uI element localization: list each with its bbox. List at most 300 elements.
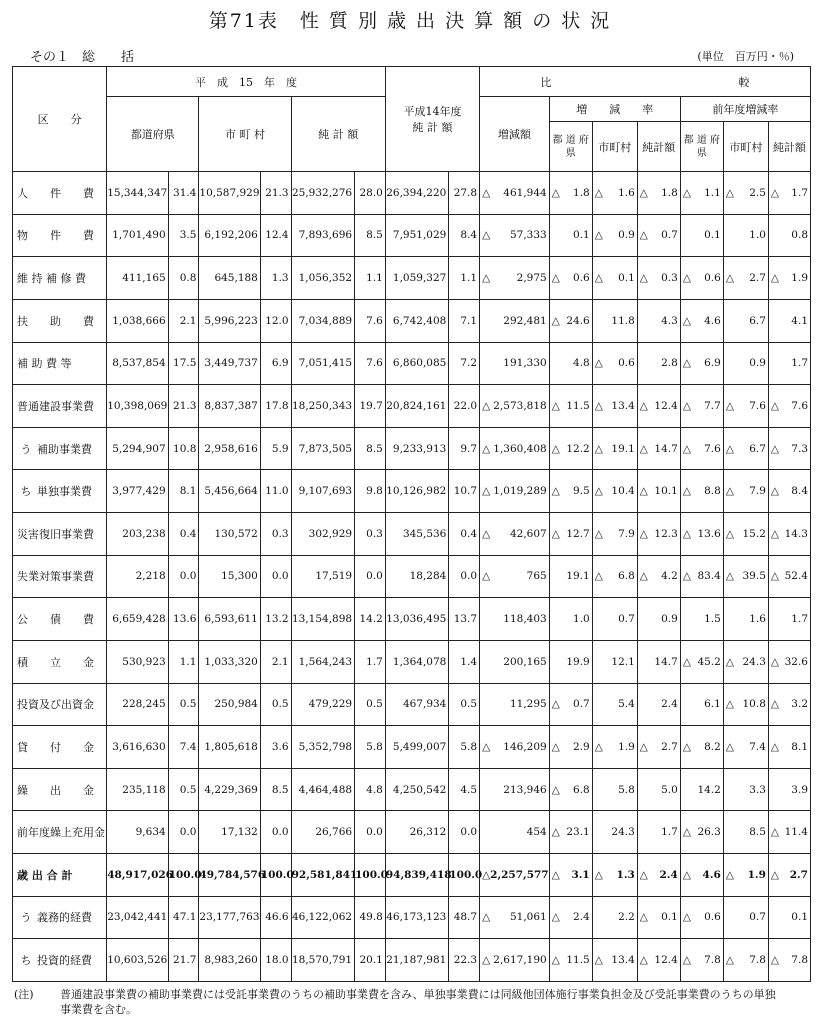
table-row [13,513,811,556]
cell-diff: △ 42,607 [480,513,550,556]
cell-pp: 14.2 [680,768,723,811]
cell-pp: △ 1.1 [680,172,723,215]
header-municipal: 市 町 村 [199,97,291,172]
cell-n15r: 49.8 [355,896,386,939]
minus-mark: △ [682,740,691,753]
cell-n15: 4,464,488 [291,768,355,811]
minus-mark: △ [551,954,560,967]
cell-n15: 7,893,696 [291,214,355,257]
cell-diff: △ 57,333 [480,214,550,257]
minus-mark: △ [682,570,691,583]
minus-mark: △ [770,399,779,412]
cell-n14: 1,059,327 [385,257,449,300]
cell-rp: △ 3.1 [549,854,592,897]
cell-n14: 46,173,123 [385,896,449,939]
cell-pm: △ 39.5 [723,555,768,598]
cell-n15r: 0.3 [355,513,386,556]
cell-m15: 1,805,618 [199,726,260,769]
cell-n15: 25,932,276 [291,172,355,215]
table-row [13,854,811,897]
minus-mark: △ [551,399,560,412]
cell-n15r: 7.6 [355,342,386,385]
cell-pm: 1.0 [723,214,768,257]
minus-mark: △ [682,485,691,498]
cell-n15r: 1.7 [355,640,386,683]
header-prev-rate: 前年度増減率 [680,97,810,122]
cell-pm: 0.7 [723,896,768,939]
cell-rm: △ 6.8 [592,555,637,598]
header-prev-todo: 都 道 府 県 [680,122,723,172]
cell-diff: △ 1,019,289 [480,470,550,513]
minus-mark: △ [639,399,648,412]
minus-mark: △ [682,399,691,412]
minus-mark: △ [725,698,734,711]
cell-pm: △ 7.8 [723,939,768,982]
cell-pm: 8.5 [723,811,768,854]
row-label: 普通建設事業費 [13,385,107,428]
minus-mark: △ [594,186,603,199]
header-change-amount: 増減額 [480,97,550,172]
cell-m15r: 46.6 [260,896,291,939]
cell-pn: △ 3.2 [768,683,810,726]
cell-rp: 0.1 [549,214,592,257]
cell-rm: 5.4 [592,683,637,726]
cell-m15r: 0.0 [260,555,291,598]
cell-m15r: 8.5 [260,768,291,811]
row-label: 災害復旧事業費 [13,513,107,556]
cell-p15r: 0.5 [168,768,199,811]
cell-m15r: 13.2 [260,598,291,641]
minus-mark: △ [682,272,691,285]
cell-pn: 1.7 [768,342,810,385]
cell-pn: △ 7.8 [768,939,810,982]
table-row [13,214,811,257]
minus-mark: △ [551,442,560,455]
cell-pm: △ 7.4 [723,726,768,769]
cell-m15r: 18.0 [260,939,291,982]
minus-mark: △ [594,357,603,370]
cell-pp: △ 0.6 [680,896,723,939]
cell-n15: 9,107,693 [291,470,355,513]
cell-diff: 292,481 [480,299,550,342]
cell-rm: 11.8 [592,299,637,342]
cell-n15r: 20.1 [355,939,386,982]
cell-rm: 24.3 [592,811,637,854]
cell-pn: △ 1.9 [768,257,810,300]
cell-m15: 5,456,664 [199,470,260,513]
header-h15: 平 成 15 年 度 [107,67,386,97]
cell-pn: △ 52.4 [768,555,810,598]
cell-rm: 0.7 [592,598,637,641]
minus-mark: △ [594,954,603,967]
cell-p15: 530,923 [107,640,168,683]
cell-n14r: 10.7 [449,470,480,513]
table-row [13,811,811,854]
cell-p15r: 21.7 [168,939,199,982]
cell-n14r: 13.7 [449,598,480,641]
cell-n15r: 28.0 [355,172,386,215]
cell-n15r: 5.8 [355,726,386,769]
cell-diff: △ 1,360,408 [480,427,550,470]
cell-rm: △ 10.4 [592,470,637,513]
minus-mark: △ [594,442,603,455]
cell-diff: △ 2,573,818 [480,385,550,428]
cell-n15: 17,519 [291,555,355,598]
cell-m15r: 11.0 [260,470,291,513]
cell-rm: △ 1.9 [592,726,637,769]
cell-diff: △ 2,257,577 [480,854,550,897]
cell-n15: 7,873,505 [291,427,355,470]
cell-n14r: 0.0 [449,555,480,598]
cell-p15: 3,977,429 [107,470,168,513]
table-row [13,726,811,769]
cell-rn: △ 0.3 [637,257,680,300]
cell-pp: △ 8.8 [680,470,723,513]
cell-diff: 200,165 [480,640,550,683]
cell-diff: △ 51,061 [480,896,550,939]
cell-m15: 6,192,206 [199,214,260,257]
table-row [13,470,811,513]
cell-pn: △ 7.6 [768,385,810,428]
cell-pn: △ 14.3 [768,513,810,556]
minus-mark: △ [770,826,779,839]
cell-p15r: 47.1 [168,896,199,939]
minus-mark: △ [594,272,603,285]
minus-mark: △ [725,442,734,455]
cell-rn: △ 12.4 [637,385,680,428]
cell-n14: 94,839,418 [385,854,449,897]
cell-pm: △ 24.3 [723,640,768,683]
minus-mark: △ [770,186,779,199]
cell-rp: 19.1 [549,555,592,598]
minus-mark: △ [682,911,691,924]
cell-n15r: 0.0 [355,555,386,598]
cell-n14r: 27.8 [449,172,480,215]
cell-p15r: 31.4 [168,172,199,215]
cell-p15r: 0.0 [168,555,199,598]
cell-p15: 2,218 [107,555,168,598]
cell-p15: 15,344,347 [107,172,168,215]
minus-mark: △ [482,570,491,583]
cell-n14: 4,250,542 [385,768,449,811]
cell-diff: △ 765 [480,555,550,598]
cell-n14: 467,934 [385,683,449,726]
cell-n15r: 1.1 [355,257,386,300]
cell-rn: △ 2.4 [637,854,680,897]
minus-mark: △ [682,868,691,881]
cell-rm: △ 13.4 [592,385,637,428]
cell-pn: △ 32.6 [768,640,810,683]
minus-mark: △ [551,527,560,540]
cell-n14r: 0.5 [449,683,480,726]
table-row [13,385,811,428]
cell-pm: △ 7.6 [723,385,768,428]
cell-p15r: 17.5 [168,342,199,385]
cell-n15: 7,051,415 [291,342,355,385]
cell-n14r: 8.4 [449,214,480,257]
cell-p15: 6,659,428 [107,598,168,641]
cell-p15r: 0.4 [168,513,199,556]
cell-rm: △ 1.6 [592,172,637,215]
cell-diff: 213,946 [480,768,550,811]
minus-mark: △ [639,485,648,498]
minus-mark: △ [725,399,734,412]
minus-mark: △ [770,954,779,967]
cell-p15: 235,118 [107,768,168,811]
cell-rn: △ 4.2 [637,555,680,598]
expenditure-table [12,66,811,982]
cell-p15r: 8.1 [168,470,199,513]
cell-pm: △ 2.7 [723,257,768,300]
cell-rp: △ 6.8 [549,768,592,811]
row-label: う 補助事業費 [13,427,107,470]
minus-mark: △ [594,229,603,242]
minus-mark: △ [551,698,560,711]
cell-pn: 0.1 [768,896,810,939]
minus-mark: △ [639,527,648,540]
cell-diff: 191,330 [480,342,550,385]
cell-rn: △ 0.1 [637,896,680,939]
cell-rn: 4.3 [637,299,680,342]
note-text-2: 事業費を含む。 [60,1003,137,1016]
minus-mark: △ [482,399,491,412]
table-row [13,598,811,641]
minus-mark: △ [682,186,691,199]
cell-pp: △ 7.6 [680,427,723,470]
cell-m15: 2,958,616 [199,427,260,470]
cell-m15: 49,784,576 [199,854,260,897]
cell-n14: 345,536 [385,513,449,556]
header-prev-shichoson: 市町村 [723,122,768,172]
cell-rp: △ 9.5 [549,470,592,513]
row-label: 前年度繰上充用金 [13,811,107,854]
cell-n15r: 100.0 [355,854,386,897]
minus-mark: △ [482,954,491,967]
cell-rn: △ 14.7 [637,427,680,470]
cell-n15: 92,581,841 [291,854,355,897]
row-label: 貸 付 金 [13,726,107,769]
cell-rp: △ 24.6 [549,299,592,342]
table-body [13,172,811,982]
row-label: 維 持 補 修 費 [13,257,107,300]
cell-p15r: 2.1 [168,299,199,342]
cell-n14: 9,233,913 [385,427,449,470]
cell-m15r: 2.1 [260,640,291,683]
minus-mark: △ [639,570,648,583]
cell-rn: △ 1.8 [637,172,680,215]
minus-mark: △ [551,826,560,839]
cell-n14: 26,394,220 [385,172,449,215]
cell-rn: △ 2.7 [637,726,680,769]
minus-mark: △ [639,911,648,924]
minus-mark: △ [551,911,560,924]
cell-m15r: 12.0 [260,299,291,342]
cell-p15: 9,634 [107,811,168,854]
cell-p15r: 0.0 [168,811,199,854]
minus-mark: △ [770,442,779,455]
cell-p15r: 21.3 [168,385,199,428]
cell-diff: △ 146,209 [480,726,550,769]
cell-p15r: 10.8 [168,427,199,470]
cell-n14r: 5.8 [449,726,480,769]
note-text-1: 普通建設事業費の補助事業費には受託事業費のうちの補助事業費を含み、単独事業費には同級他団体施行事業負担金及び受託事業費のうちの単独 [60,988,776,1001]
cell-m15r: 12.4 [260,214,291,257]
cell-rm: △ 13.4 [592,939,637,982]
cell-p15r: 7.4 [168,726,199,769]
table-row [13,939,811,982]
cell-n14r: 22.0 [449,385,480,428]
cell-m15: 130,572 [199,513,260,556]
cell-pp: △ 7.7 [680,385,723,428]
cell-m15r: 0.5 [260,683,291,726]
minus-mark: △ [682,527,691,540]
cell-m15: 15,300 [199,555,260,598]
cell-m15r: 21.3 [260,172,291,215]
cell-m15: 1,033,320 [199,640,260,683]
row-label: ち 単独事業費 [13,470,107,513]
cell-n15: 302,929 [291,513,355,556]
minus-mark: △ [482,186,491,199]
unit-label: (単位 百万円・％) [697,50,794,63]
cell-pm: △ 1.9 [723,854,768,897]
minus-mark: △ [551,485,560,498]
cell-pp: △ 4.6 [680,299,723,342]
minus-mark: △ [770,740,779,753]
cell-n15r: 8.5 [355,427,386,470]
cell-p15r: 0.5 [168,683,199,726]
cell-n14r: 1.1 [449,257,480,300]
row-label: 投資及び出資金 [13,683,107,726]
cell-rp: △ 0.7 [549,683,592,726]
cell-p15r: 13.6 [168,598,199,641]
cell-m15: 8,983,260 [199,939,260,982]
cell-pn: △ 11.4 [768,811,810,854]
cell-m15r: 0.0 [260,811,291,854]
cell-n14: 1,364,078 [385,640,449,683]
cell-p15r: 0.8 [168,257,199,300]
cell-m15: 3,449,737 [199,342,260,385]
cell-pm: 1.6 [723,598,768,641]
minus-mark: △ [639,954,648,967]
minus-mark: △ [551,783,560,796]
cell-rn: △ 12.4 [637,939,680,982]
cell-pp: 6.1 [680,683,723,726]
minus-mark: △ [551,186,560,199]
cell-n15: 5,352,798 [291,726,355,769]
header-category: 区 分 [13,67,107,172]
table-row [13,683,811,726]
page-title: 第71表 性 質 別 歳 出 決 算 額 の 状 況 [208,10,612,32]
cell-n14r: 4.5 [449,768,480,811]
table-row [13,257,811,300]
cell-rm: △ 0.9 [592,214,637,257]
cell-rn: 1.7 [637,811,680,854]
header-prev-junkei: 純計額 [768,122,810,172]
cell-pp: △ 0.6 [680,257,723,300]
minus-mark: △ [482,868,491,881]
cell-rp: △ 0.6 [549,257,592,300]
minus-mark: △ [770,272,779,285]
cell-n14r: 0.4 [449,513,480,556]
cell-m15: 250,984 [199,683,260,726]
cell-n15: 479,229 [291,683,355,726]
cell-n15: 13,154,898 [291,598,355,641]
cell-rn: △ 0.7 [637,214,680,257]
cell-n14r: 7.1 [449,299,480,342]
cell-rm: 5.8 [592,768,637,811]
cell-rp: 19.9 [549,640,592,683]
cell-n15r: 19.7 [355,385,386,428]
cell-m15: 17,132 [199,811,260,854]
cell-rm: △ 0.1 [592,257,637,300]
row-label: う 義務的経費 [13,896,107,939]
cell-n15r: 14.2 [355,598,386,641]
cell-pm: △ 10.8 [723,683,768,726]
cell-rp: 4.8 [549,342,592,385]
minus-mark: △ [551,272,560,285]
minus-mark: △ [682,954,691,967]
cell-rp: △ 12.2 [549,427,592,470]
minus-mark: △ [482,740,491,753]
cell-pm: 3.3 [723,768,768,811]
cell-m15: 5,996,223 [199,299,260,342]
minus-mark: △ [482,527,491,540]
minus-mark: △ [594,399,603,412]
cell-p15: 10,603,526 [107,939,168,982]
cell-n15: 1,056,352 [291,257,355,300]
header-comparison: 比 較 [480,67,811,97]
cell-rp: △ 11.5 [549,385,592,428]
cell-m15: 10,587,929 [199,172,260,215]
cell-diff: 118,403 [480,598,550,641]
minus-mark: △ [682,314,691,327]
cell-p15: 5,294,907 [107,427,168,470]
cell-pm: 0.9 [723,342,768,385]
minus-mark: △ [770,868,779,881]
cell-pp: △ 83.4 [680,555,723,598]
header-rate: 増 減 率 [549,97,680,122]
minus-mark: △ [551,740,560,753]
cell-p15: 48,917,026 [107,854,168,897]
cell-n14: 6,742,408 [385,299,449,342]
table-row [13,427,811,470]
table-row [13,172,811,215]
cell-n15r: 9.8 [355,470,386,513]
cell-n15r: 8.5 [355,214,386,257]
cell-pm: △ 2.5 [723,172,768,215]
minus-mark: △ [725,570,734,583]
cell-n14r: 1.4 [449,640,480,683]
cell-pp: △ 8.2 [680,726,723,769]
row-label: 繰 出 金 [13,768,107,811]
cell-rn: △ 12.3 [637,513,680,556]
cell-n15: 7,034,889 [291,299,355,342]
cell-rn: 2.8 [637,342,680,385]
cell-n14: 7,951,029 [385,214,449,257]
cell-m15r: 5.9 [260,427,291,470]
row-label: 物 件 費 [13,214,107,257]
cell-pn: △ 8.1 [768,726,810,769]
minus-mark: △ [770,485,779,498]
cell-rm: △ 19.1 [592,427,637,470]
header-prefecture: 都道府県 [107,97,199,172]
cell-pn: 4.1 [768,299,810,342]
minus-mark: △ [551,314,560,327]
cell-n14r: 9.7 [449,427,480,470]
cell-n14: 18,284 [385,555,449,598]
cell-n15r: 7.6 [355,299,386,342]
table-row [13,768,811,811]
